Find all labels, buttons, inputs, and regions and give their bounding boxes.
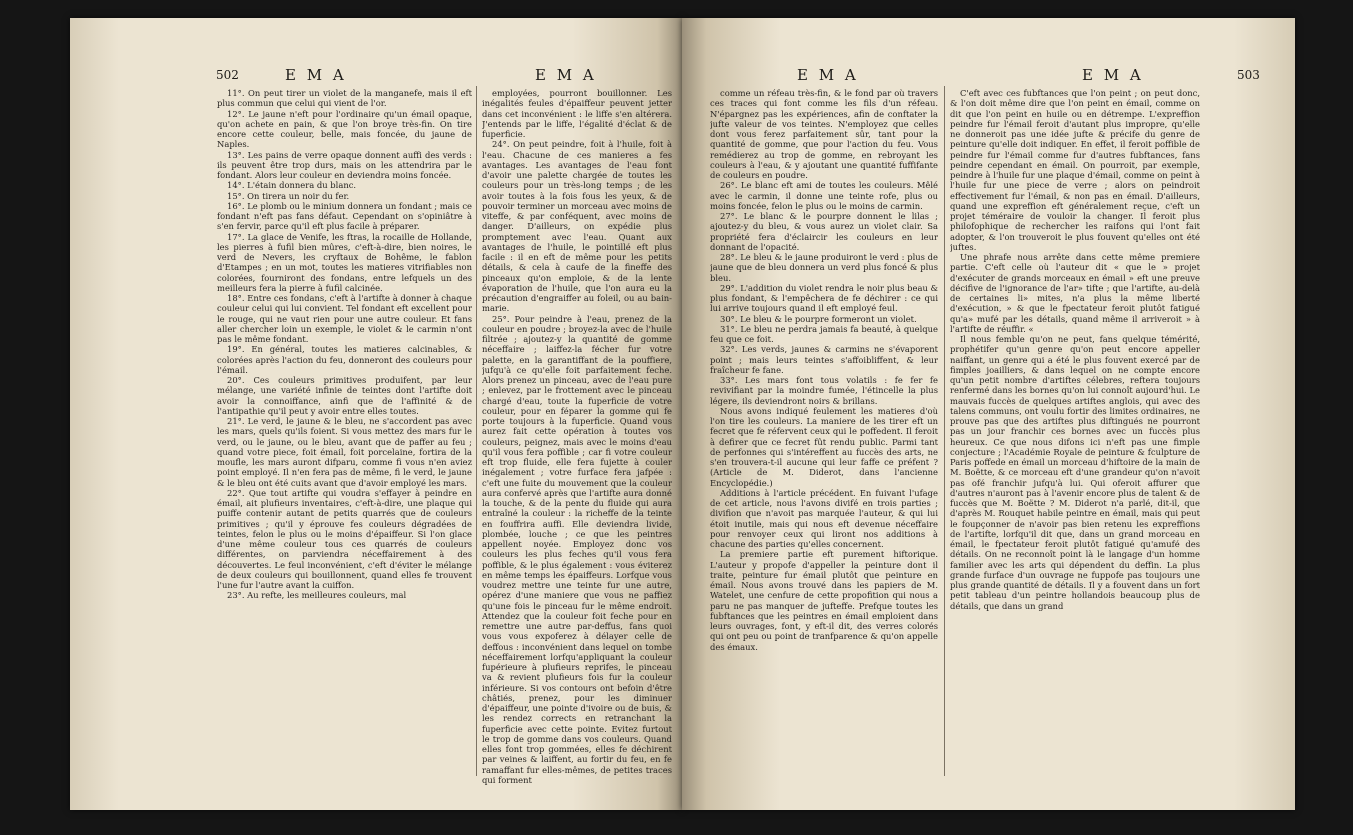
paragraph: 28°. Le bleu & le jaune produiront le verd : plus de jaune que de bleu donnera un verd plus foncé & plus bleu. — [710, 252, 938, 283]
paragraph: comme un réfeau très-fin, & le fond par où travers ces traces qui font comme les fils d'un réfeau. N'épargnez pas les expériences, afin de conftater la jufte valeur de vos teintes. N'employez que celles dont vous ferez parfaitement sûr, tant pour la quantité de gomme, que pour l'action du feu. Vous remédierez au trop de gomme, en rebroyant les couleurs à l'eau, & y ajoutant une quantité fuffifante de couleurs en poudre. — [710, 88, 938, 180]
paragraph: Nous avons indiqué feulement les matieres d'où l'on tire les couleurs. La maniere de les tirer eft un fecret que fe réfervent ceux qui le poffedent. Il feroit à defirer que ce fecret fût rendu public. Parmi tant de perfonnes qui s'intéreffent au fuccès des arts, ne s'en trouvera-t-il aucune qui leur faffe ce préfent ? (Article de M. Diderot, dans l'ancienne Encyclopédie.) — [710, 405, 938, 488]
paragraph: 27°. Le blanc & le pourpre donnent le lilas ; ajoutez-y du bleu, & vous aurez un violet clair. Sa propriété fera d'éclaircir les couleurs en leur donnant de l'opacité. — [710, 211, 938, 252]
page-number-left: 502 — [216, 68, 239, 82]
paragraph: 30°. Le bleu & le pourpre formeront un violet. — [720, 313, 917, 324]
paragraph: 24°. On peut peindre, foit à l'huile, foit à l'eau. Chacune de ces manieres a fes avantages. Les avantages de l'eau font d'avoir une palette chargée de toutes les couleurs pour un très-long temps ; de les avoir toutes à la fois fous les yeux, & de pouvoir terminer un morceau avec moins de viteffe, & par conféquent, avec moins de danger. D'ailleurs, on expédie plus promptement avec l'eau. Quant aux avantages de l'huile, le pointillé eft plus facile : il en eft de même pour les petits détails, & cela à caufe de la fineffe des pinceaux qu'on emploie, & de la lente évaporation de l'huile, que l'on aura eu la précaution d'engraiffer au foleil, ou au bain-marie. — [482, 139, 672, 314]
paragraph: 18°. Entre ces fondans, c'eft à l'artifte à donner à chaque couleur celui qui lui convient. Tel fondant eft excellent pour le rouge, qui ne vaut rien pour une autre couleur. Et fans aller chercher loin un exemple, le violet & le carmin n'ont pas le même fondant. — [217, 293, 472, 344]
right-column-2 — [950, 88, 1200, 788]
paragraph: 19°. En général, toutes les matieres calcinables, & colorées après l'action du feu, donneront des couleurs pour l'émail. — [217, 344, 472, 375]
page-number-right: 503 — [1237, 68, 1260, 82]
paragraph: 23°. Au refte, les meilleures couleurs, mal — [227, 590, 407, 601]
right-page — [682, 18, 1295, 810]
paragraph: 31°. Le bleu ne perdra jamais fa beauté, à quelque feu que ce foit. — [710, 323, 938, 344]
running-head-right-2: E M A — [1082, 66, 1144, 84]
paragraph: Il nous femble qu'on ne peut, fans quelque témérité, prophétifer qu'un genre qu'on peut encore appeller naiffant, un genre qui a été le plus fouvent exercé par de fimples joailliers, & dans lequel on ne compte encore qu'un petit nombre d'artiftes célebres, reftera toujours renfermé dans les bornes qu'on lui connoît aujourd'hui. Le mauvais fuccès de quelques artiftes anglois, qui avec des talens communs, ont voulu fortir des limites ordinaires, ne prouve pas que des artiftes plus diftingués ne pourront pas un jour franchir ces bornes avec un fuccès plus heureux. Ce que nous difons ici n'eft pas une fimple conjecture ; l'Académie Royale de peinture & fculpture de Paris poffede en émail un morceau d'hiftoire de la main de M. Boëtte, & ce morceau eft d'une grandeur qu'on n'avoit pas ofé franchir jufqu'à lui. Qui oferoit affurer que d'autres n'auront pas à l'avenir encore plus de talent & de fuccès que M. Boëtte ? M. Diderot n'a parlé, dit-il, que d'après M. Rouquet habile peintre en émail, mais qui peut le foupçonner de n'avoir pas bien retenu les expreffions de l'artifte, lorfqu'il dit que, dans un grand morceau en émail, le fpectateur feroit plutôt fatigué qu'amufé des détails. On ne reconnoît point là le langage d'un homme familier avec les arts qui dépendent du deffin. La plus grande furface d'un ouvrage ne fuppofe pas toujours une plus grande quantité de détails. Il y a fouvent dans un fort petit tableau d'un peintre hollandois beaucoup plus de détails, que dans un grand — [950, 334, 1200, 611]
paragraph: 16°. Le plomb ou le minium donnera un fondant ; mais ce fondant n'eft pas fans défaut. Cependant on s'opiniâtre à s'en fervir, parce qu'il eft plus facile à préparer. — [217, 200, 472, 232]
left-column-2 — [482, 88, 672, 788]
open-book — [70, 18, 1295, 818]
column-rule-right — [944, 86, 945, 776]
paragraph: Une phrafe nous arrête dans cette même premiere partie. C'eft celle où l'auteur dit « que le » projet d'exécuter de grands morceaux en émail » eft une preuve décifive de l'ignorance de l'ar» tifte ; que l'artifte, au-delà de certaines li» mites, n'a plus la même liberté d'exécution, » & que le fpectateur feroit plutôt fatigué qu'a» mufé par les détails, quand même il arriveroit » à l'artifte de réuffir. « — [950, 252, 1200, 334]
paragraph: C'eft avec ces fubftances que l'on peint ; on peut donc, & l'on doit même dire que l'on peint en émail, comme on dit que l'on peint en huile ou en détrempe. L'expreffion peindre fur l'émail feroit d'autant plus impropre, qu'elle ne donneroit pas une idée jufte & précife du genre de peinture qu'elle doit indiquer. En effet, il feroit poffible de peindre fur l'émail comme fur d'autres fubftances, fans peindre cependant en émail. On pourroit, par exemple, peindre à l'huile fur une plaque d'émail, comme on peint à l'huile fur une piece de verre ; alors on peindroit effectivement fur l'émail, & non pas en émail. D'ailleurs, quand une expreffion eft généralement reçue, c'eft un projet téméraire de vouloir la changer. Il feroit plus philofophique de rechercher les raifons qui l'ont fait adopter, & l'on trouveroit le plus fouvent qu'elles ont été juftes. — [950, 88, 1200, 252]
paragraph: Additions à l'article précédent. En fuivant l'ufage de cet article, nous l'avons divifé en trois parties ; divifion que n'avoit pas marquée l'auteur, & qui lui étoit inutile, mais qui nous eft devenue néceffaire pour renvoyer ceux qui liront nos additions à chacune des parties qu'elles concernent. — [710, 487, 938, 549]
running-head-left-2: E M A — [535, 66, 597, 84]
paragraph: 11°. On peut tirer un violet de la manganefe, mais il eft plus commun que celui qui vient de l'or. — [217, 88, 472, 109]
paragraph: 17°. La glace de Venife, les ftras, la rocaille de Hollande, les pierres à fufil bien mûres, c'eft-à-dire, bien noires, le verd de Nevers, les cryftaux de Bohême, le fablon d'Etampes ; en un mot, toutes les matieres vitrifiables non colorées, fourniront des fondans, entre lefquels un des meilleurs fera la pierre à fufil calcinée. — [217, 231, 472, 293]
paragraph: 32°. Les verds, jaunes & carmins ne s'évaporent point ; mais leurs teintes s'affoibliffent, & leur fraîcheur fe fane. — [710, 344, 938, 375]
left-page — [70, 18, 682, 810]
paragraph: employées, pourront bouillonner. Les inégalités feules d'épaiffeur peuvent jetter dans cet inconvénient : le liffe s'en altérera. J'entends par le liffe, l'égalité d'éclat & de fuperficie. — [482, 88, 672, 139]
left-column-1 — [217, 88, 472, 788]
right-column-1 — [710, 88, 938, 788]
running-head-left-1: E M A — [285, 66, 347, 84]
running-head-right-1: E M A — [797, 66, 859, 84]
paragraph: 33°. Les mars font tous volatils : fe fer fe revivifiant par la moindre fumée, l'étincelle la plus légere, ils deviendront noirs & brillans. — [710, 375, 938, 406]
paragraph: 13°. Les pains de verre opaque donnent auffi des verds : ils peuvent être trop durs, mais on les attendrira par le fondant. Alors leur couleur en deviendra moins foncée. — [217, 149, 472, 180]
paragraph: 15°. On tirera un noir du fer. — [227, 190, 350, 201]
paragraph: 25°. Pour peindre à l'eau, prenez de la couleur en poudre ; broyez-la avec de l'huile filtrée ; ajoutez-y la quantité de gomme néceffaire ; laiffez-la fécher fur votre palette, en la garantiffant de la pouffiere, jufqu'à ce qu'elle foit parfaitement feche. Alors prenez un pinceau, avec de l'eau pure ; enlevez, par le frottement avec le pinceau chargé d'eau, toute la fuperficie de votre couleur, pour en féparer la gomme qui fe porte toujours à la fuperficie. Quand vous aurez fait cette opération à toutes vos couleurs, peignez, mais avec le moins d'eau qu'il vous fera poffible ; car fi votre couleur eft trop fluide, elle fera fujette à couler inégalement ; votre furface fera jafpée : c'eft une fuite du mouvement que la couleur aura confervé après que l'artifte aura donné la touche, & de la pente du fluide qui aura entraîné la couleur : la richeffe de la teinte en fouffrira auffi. Elle deviendra livide, plombée, louche ; ce que les peintres appellent noyée. Employez donc vos couleurs les plus feches qu'il vous fera poffible, & le plus également : vous éviterez en même temps les épaiffeurs. Lorfque vous voudrez mettre une teinte fur une autre, opérez d'une maniere que vous ne paffiez qu'une fois le pinceau fur le même endroit. Attendez que la couleur foit feche pour en remettre une autre par-deffus, fans quoi vous vous expoferez à délayer celle de deffous : inconvénient dans lequel on tombe néceffairement lorfqu'appliquant la couleur fupérieure à plufieurs reprifes, le pinceau va & revient plufieurs fois fur la couleur inférieure. Si vos contours ont befoin d'être châtiés, prenez, pour les diminuer d'épaiffeur, une pointe d'ivoire ou de buis, & les rendez corrects en retranchant la fuperficie avec cette pointe. Evitez furtout le trop de gomme dans vos couleurs. Quand elles font trop gommées, elles fe déchirent par veines & laiffent, au fortir du feu, en fe ramaffant fur elles-mêmes, de petites traces qui forment — [482, 313, 672, 785]
paragraph: 22°. Que tout artifte qui voudra s'effayer à peindre en émail, ait plufieurs inventaires, c'eft-à-dire, une plaque qui puiffe contenir autant de petits quarrés que de couleurs primitives ; qu'il y éprouve fes couleurs dégradées de teintes, felon le plus ou le moins d'épaiffeur. Si l'on glace d'une même couleur tous ces quarrés de couleurs différentes, on parviendra néceffairement à des découvertes. Le feul inconvénient, c'eft d'éviter le mélange de deux couleurs qui bouillonnent, quand elles fe trouvent l'une fur l'autre avant la cuiffon. — [217, 487, 472, 590]
paragraph: 14°. L'étain donnera du blanc. — [227, 180, 357, 191]
column-rule-left — [476, 86, 477, 776]
paragraph: 26°. Le blanc eft ami de toutes les couleurs. Mêlé avec le carmin, il donne une teinte rofe, plus ou moins foncée, felon le plus ou le moins de carmin. — [710, 180, 938, 211]
paragraph: 12°. Le jaune n'eft pour l'ordinaire qu'un émail opaque, qu'on achete en pain, & que l'on broye très-fin. On tire encore cette couleur, belle, mais foncée, du jaune de Naples. — [217, 108, 472, 150]
paragraph: 21°. Le verd, le jaune & le bleu, ne s'accordent pas avec les mars, quels qu'ils foient. Si vous mettez des mars fur le verd, ou le jaune, ou le bleu, avant que de paffer au feu ; quand votre piece, foit émail, foit porcelaine, fortira de la moufle, les mars auront difparu, comme fi vous n'en aviez point employé. Il n'en fera pas de même, fi le verd, le jaune & le bleu ont été cuits avant que d'avoir employé les mars. — [217, 416, 472, 488]
paragraph: 29°. L'addition du violet rendra le noir plus beau & plus fondant, & l'empêchera de fe déchirer : ce qui lui arrive toujours quand il eft employé feul. — [710, 282, 938, 314]
paragraph: 20°. Ces couleurs primitives produifent, par leur mélange, une variété infinie de teintes dont l'artifte doit avoir la connoiffance, ainfi que de l'affinité & de l'antipathie qu'il peut y avoir entre elles toutes. — [217, 375, 472, 416]
paragraph: La premiere partie eft purement hiftorique. L'auteur y propofe d'appeller la peinture dont il traite, peinture fur émail plutôt que peinture en émail. Nous avons trouvé dans les papiers de M. Watelet, une cenfure de cette propofition qui nous a paru ne pas manquer de jufteffe. Prefque toutes les fubftances que les peintres en émail emploient dans leurs ouvrages, font, y eft-il dit, des verres colorés qui ont peu ou point de tranfparence & qu'on appelle des émaux. — [710, 549, 938, 652]
